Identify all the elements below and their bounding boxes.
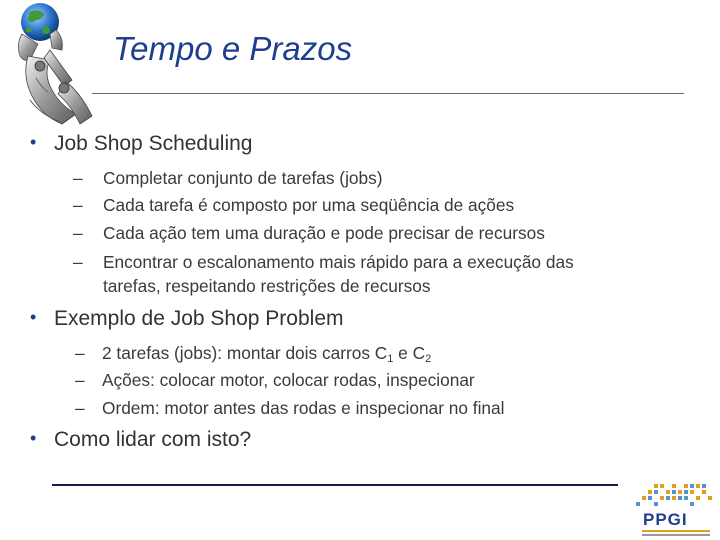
sub-bullet (75, 342, 675, 370)
bullet-text: Job Shop Scheduling (54, 132, 253, 155)
dash-glyph: – (75, 398, 85, 418)
sub-bullet (73, 222, 673, 244)
robot-arm-globe-icon (0, 0, 130, 130)
slide-title: Tempo e Prazos (113, 30, 353, 67)
bullet-exemplo-job-shop (30, 307, 344, 331)
sub-bullet (75, 397, 675, 419)
bullet-dot: • (30, 307, 37, 327)
title-divider (92, 93, 684, 94)
dash-glyph: – (73, 195, 83, 215)
dash-glyph: – (75, 343, 85, 363)
bullet-como-lidar (30, 428, 251, 452)
sub-bullet (73, 251, 673, 297)
bullet-dot: • (30, 428, 37, 448)
sub-bullet-text: 2 tarefas (jobs): montar dois carros $C_1$ e $C_2$ (102, 343, 432, 365)
ppgi-logo-text: PPGI (643, 510, 688, 529)
dash-glyph: – (73, 223, 83, 243)
sub-bullet-text-continued: tarefas, respeitando restrições de recursos (103, 276, 431, 296)
sub-bullet (73, 167, 673, 189)
sub-bullet-text: Ações: colocar motor, colocar rodas, inspecionar (102, 370, 475, 390)
footer-divider (52, 484, 618, 486)
sub-bullet-text: Encontrar o escalonamento mais rápido para a execução das (103, 252, 574, 272)
ppgi-logo-icon (630, 478, 716, 540)
sub-bullet (75, 369, 675, 391)
dash-glyph: – (73, 252, 83, 272)
dash-glyph: – (75, 370, 85, 390)
sub-bullet-text: Ordem: motor antes das rodas e inspecionar no final (102, 398, 505, 418)
bullet-dot: • (30, 132, 37, 152)
bullet-job-shop-scheduling (30, 132, 253, 156)
sub-bullet (73, 194, 673, 216)
sub-bullet-text: Completar conjunto de tarefas (jobs) (103, 168, 383, 188)
sub-bullet-text: Cada ação tem uma duração e pode precisar de recursos (103, 223, 545, 243)
bullet-text: Como lidar com isto? (54, 428, 252, 451)
bullet-text: Exemplo de Job Shop Problem (54, 307, 344, 330)
dash-glyph: – (73, 168, 83, 188)
sub-bullet-text: Cada tarefa é composto por uma seqüência de ações (103, 195, 515, 215)
